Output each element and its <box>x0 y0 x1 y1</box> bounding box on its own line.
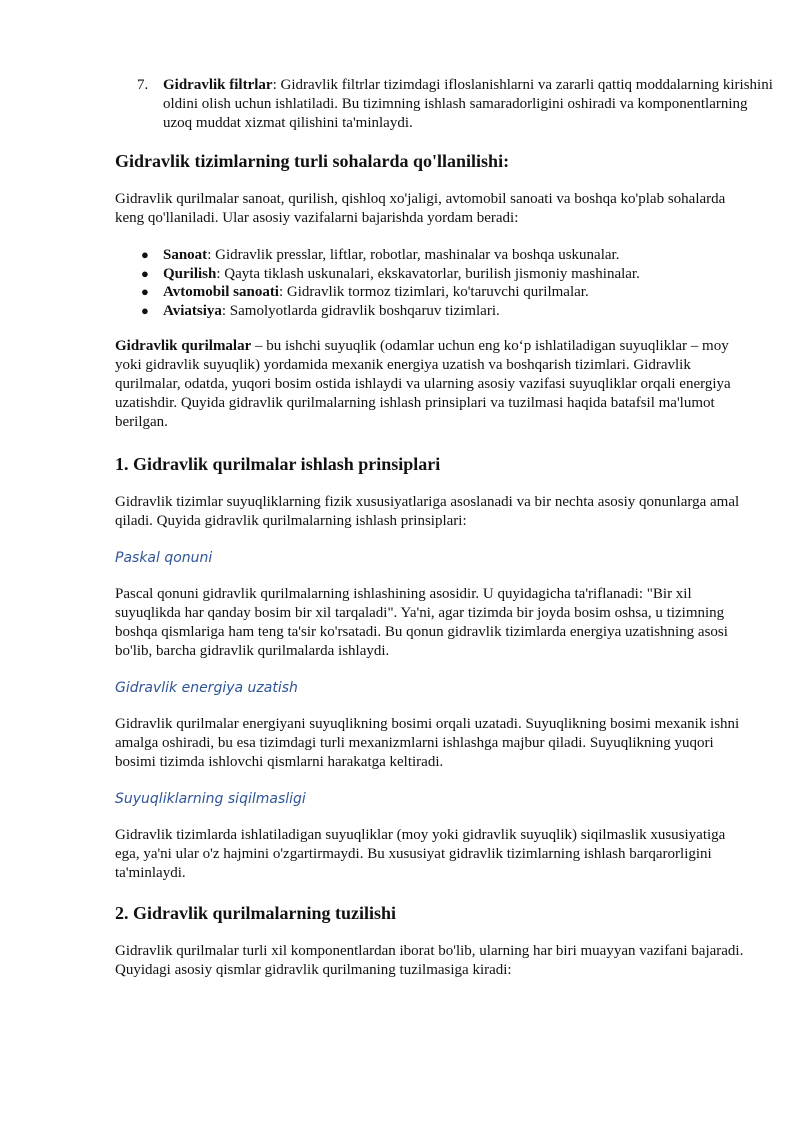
list-item-term: Sanoat <box>163 247 208 263</box>
paragraph-incompressibility: Gidravlik tizimlarda ishlatiladigan suyuqliklar (moy yoki gidravlik suyuqlik) siqilmaslik xususiyatiga ega, ya'ni ular o'z hajmini o'zgartirmaydi. Bu xususiyat gidravlik tizimlarning ishlash barqarorligini ta'minlaydi. <box>115 827 726 881</box>
bullet-icon: ● <box>141 284 149 299</box>
list-item-description: : Gidravlik filtrlar tizimdagi ifloslanishlarni va zararli qattiq moddalarning kirishini oldini olish uchun ishlatiladi. Bu tizimning ishlash samaradorligini oshiradi va komponentlarning uzoq muddat xizmat qilishini ta'minlaydi. <box>163 77 773 131</box>
list-number: 7. <box>137 77 149 93</box>
paragraph-energy: Gidravlik qurilmalar energiyani suyuqlikning bosimi orqali uzatadi. Suyuqlikning bosimi mexanik ishni amalga oshiradi, bu esa tizimdagi turli mexanizmlarni ishlashga majbur qiladi. Suyuqlikning yuqori bosimi tizimda ishlovchi qismlarni harakatga keltiradi. <box>115 716 740 770</box>
bullet-icon: ● <box>141 247 149 262</box>
definition-text: – bu ishchi suyuqlik (odamlar uchun eng koʻp ishlatiladigan suyuqliklar – moy yoki gidravlik suyuqlik) yordamida mexanik energiya uzatish va boshqarish tizimlari. Gidravlik qurilmalar, odatda, yuqori bosim ostida ishlaydi va ularning asosiy vazifasi suyuqliklar orqali energiya uzatishdir. Quyida gidravlik qurilmalarning ishlash prinsiplari va tuzilmasi haqida batafsil ma'lumot berilgan. <box>115 338 731 430</box>
list-item-term: Qurilish <box>163 265 217 282</box>
definition-term: Gidravlik qurilmalar <box>115 338 252 354</box>
document-page <box>115 76 773 980</box>
list-item-term: Avtomobil sanoati <box>163 284 279 300</box>
list-item <box>115 302 747 321</box>
list-item-description: : Qayta tiklash uskunalari, ekskavatorlar, burilish jismoniy mashinalar. <box>216 265 640 282</box>
heading-section-1: 1. Gidravlik qurilmalar ishlash prinsiplari <box>115 454 441 474</box>
paragraph-definition <box>115 337 747 432</box>
subheading-paskal: Paskal qonuni <box>115 550 213 566</box>
paragraph-section-2-intro: Gidravlik qurilmalar turli xil komponentlardan iborat bo'lib, ularning har biri muayyan vazifani bajaradi. Quyidagi asosiy qismlar gidravlik qurilmaning tuzilmasiga kiradi: <box>115 943 744 978</box>
list-item <box>115 265 747 284</box>
paragraph-paskal: Pascal qonuni gidravlik qurilmalarning ishlashining asosidir. U quyidagicha ta'riflanadi: "Bir xil suyuqlikda har qanday bosim bir xil tarqaladi". Ya'ni, agar tizimda bir joyda bosim oshsa, u tizimning boshqa qismlariga ham teng ta'sir ko'rsatadi. Bu qonun gidravlik tizimlarda energiya uzatishning asosi bo'lib, barcha gidravlik qurilmalarda ishlaydi. <box>115 586 728 659</box>
list-item <box>115 246 747 265</box>
list-item-term: Aviatsiya <box>163 302 222 319</box>
subheading-incompressibility: Suyuqliklarning siqilmasligi <box>115 791 306 807</box>
bullet-icon: ● <box>141 265 149 281</box>
list-item-text <box>163 76 775 133</box>
numbered-item-7 <box>115 76 775 133</box>
heading-usage: Gidravlik tizimlarning turli sohalarda qo'llanilishi: <box>115 151 510 171</box>
list-item <box>115 283 747 302</box>
list-item-description: : Gidravlik presslar, liftlar, robotlar, mashinalar va boshqa uskunalar. <box>207 247 620 263</box>
list-item-description: : Gidravlik tormoz tizimlari, ko'taruvchi qurilmalar. <box>278 284 589 300</box>
bullet-icon: ● <box>141 302 149 318</box>
usage-bullet-list <box>115 246 747 320</box>
paragraph-section-1-intro: Gidravlik tizimlar suyuqliklarning fizik xususiyatlariga asoslanadi va bir nechta asosiy qonunlarga amal qiladi. Quyida gidravlik qurilmalarning ishlash prinsiplari: <box>115 494 740 529</box>
list-item-term: Gidravlik filtrlar <box>163 77 273 93</box>
subheading-energy: Gidravlik energiya uzatish <box>115 680 298 696</box>
heading-section-2: 2. Gidravlik qurilmalarning tuzilishi <box>115 903 397 923</box>
paragraph-usage-intro: Gidravlik qurilmalar sanoat, qurilish, qishloq xo'jaligi, avtomobil sanoati va boshqa ko'plab sohalarda keng qo'llaniladi. Ular asosiy vazifalarni bajarishda yordam beradi: <box>115 191 726 226</box>
list-item-description: : Samolyotlarda gidravlik boshqaruv tizimlari. <box>221 302 500 319</box>
